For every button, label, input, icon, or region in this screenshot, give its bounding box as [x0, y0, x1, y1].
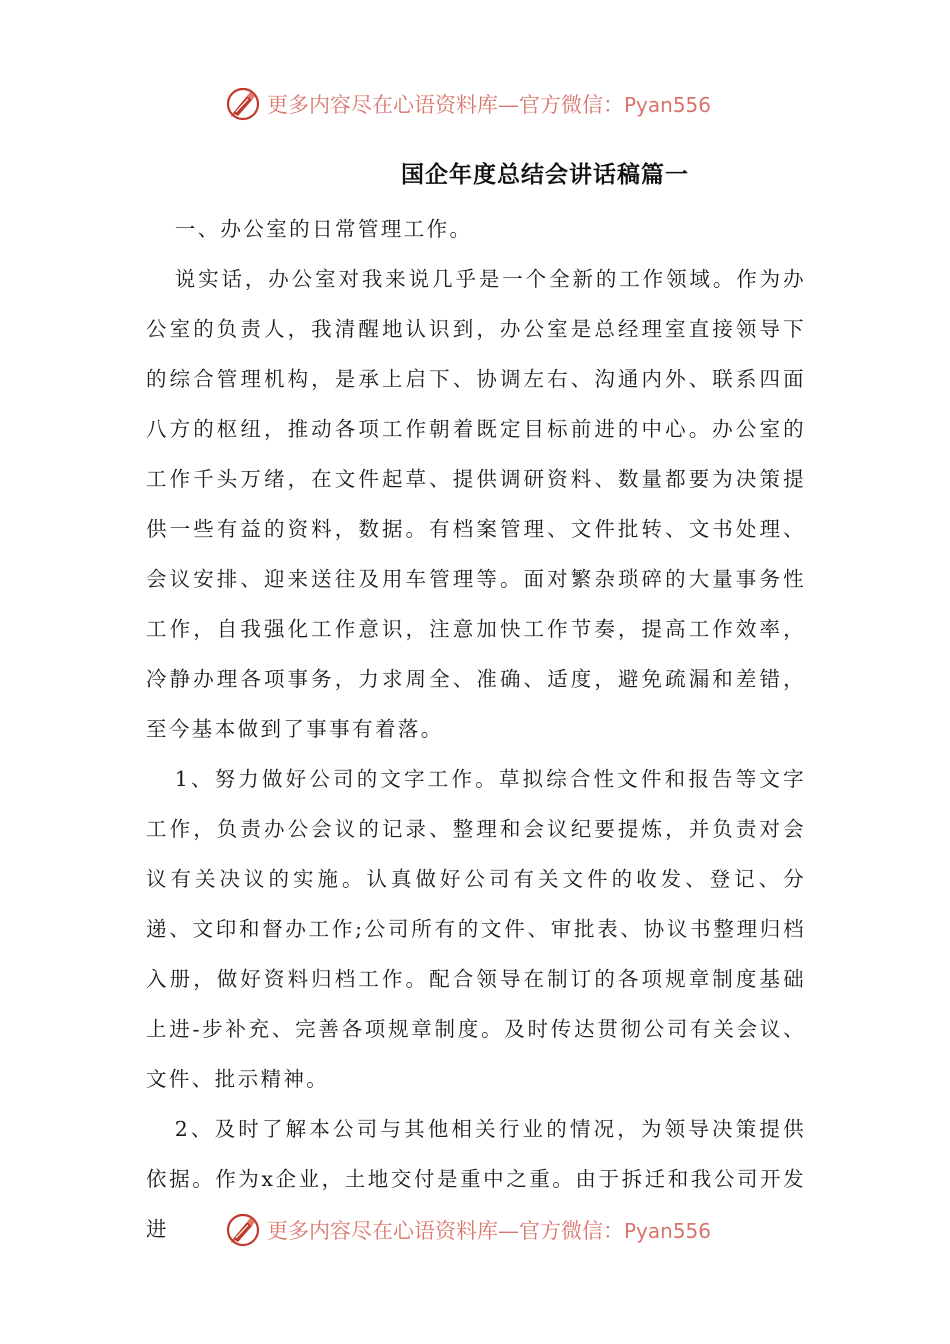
header-banner [225, 84, 711, 124]
paragraph: 1、努力做好公司的文字工作。草拟综合性文件和报告等文字工作，负责办公会议的记录、整理和会议纪要提炼，并负责对会议有关决议的实施。认真做好公司有关文件的收发、登记、分递、文印和督办工作;公司所有的文件、审批表、协议书整理归档入册，做好资料归档工作。配合领导在制订的各项规章制度基础上进-步补充、完善各项规章制度。及时传达贯彻公司有关会议、文件、批示精神。 [146, 767, 806, 1091]
pen-nib-logo-icon [225, 1212, 261, 1248]
paragraph: 2、及时了解本公司与其他相关行业的情况，为领导决策提供依据。作为x企业，土地交付是重中之重。由于拆迁和我公司开发进 [146, 1117, 806, 1241]
wechat-id: Pyan556 [624, 93, 712, 117]
document-title: 国企年度总结会讲话稿篇一 [401, 162, 689, 188]
paragraph-section-heading: 一、办公室的日常管理工作。 [174, 217, 473, 241]
pen-nib-logo-icon [225, 86, 261, 122]
wechat-id: Pyan556 [624, 1219, 712, 1243]
banner-text [267, 1215, 711, 1245]
banner-label: 更多内容尽在心语资料库—官方微信： [267, 1219, 624, 1243]
banner-text [267, 89, 711, 119]
banner-label: 更多内容尽在心语资料库—官方微信： [267, 93, 624, 117]
footer-banner [225, 1210, 711, 1250]
paragraph: 说实话，办公室对我来说几乎是一个全新的工作领域。作为办公室的负责人，我清醒地认识到，办公室是总经理室直接领导下的综合管理机构，是承上启下、协调左右、沟通内外、联系四面八方的枢纽，推动各项工作朝着既定目标前进的中心。办公室的工作千头万绪，在文件起草、提供调研资料、数量都要为决策提供一些有益的资料，数据。有档案管理、文件批转、文书处理、会议安排、迎来送往及用车管理等。面对繁杂琐碎的大量事务性工作，自我强化工作意识，注意加快工作节奏，提高工作效率，冷静办理各项事务，力求周全、准确、适度，避免疏漏和差错，至今基本做到了事事有着落。 [146, 267, 806, 741]
document-body [146, 204, 806, 1254]
